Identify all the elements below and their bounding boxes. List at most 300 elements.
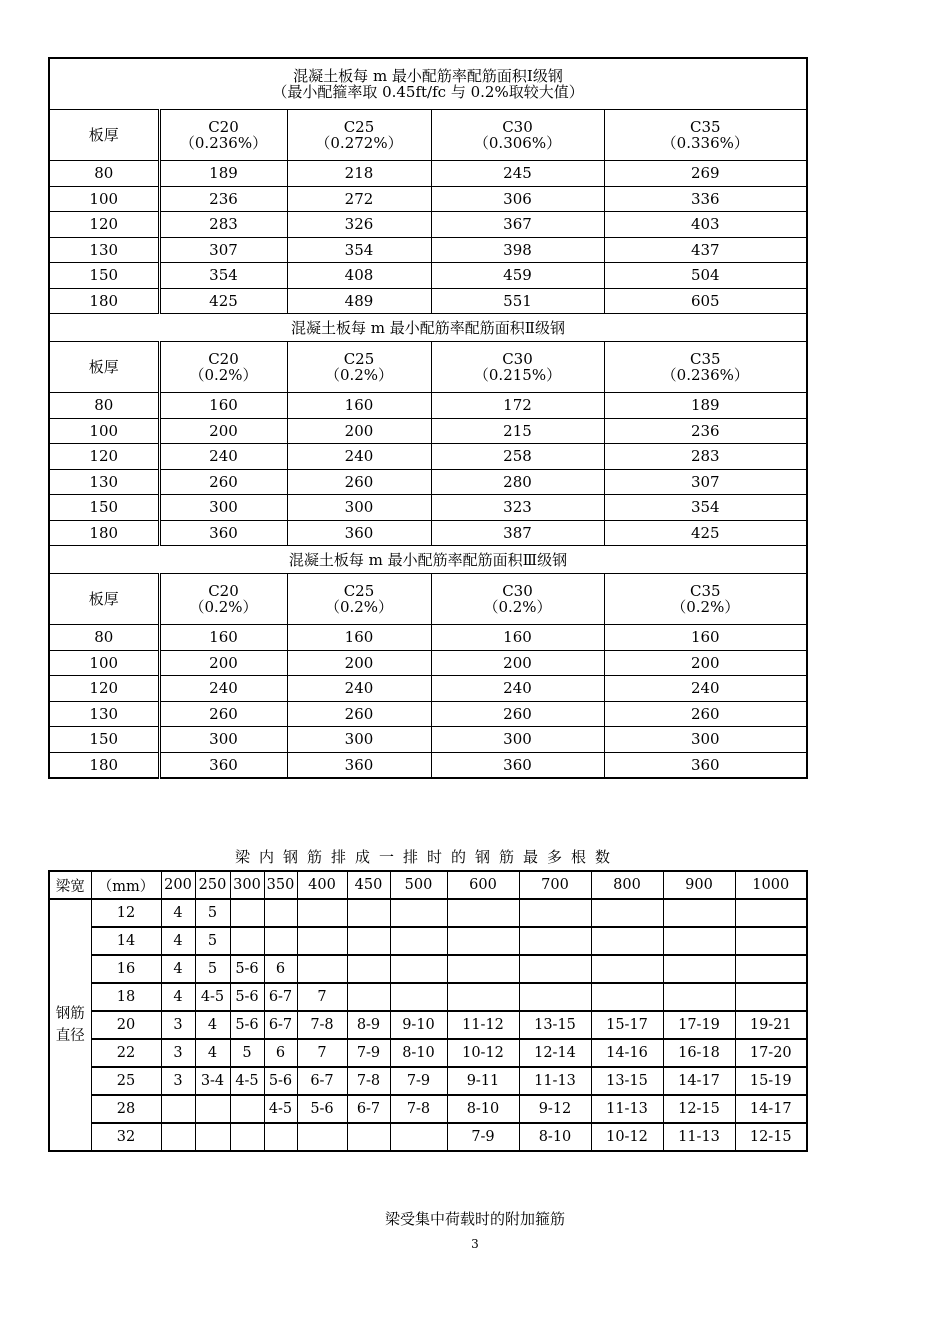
grade-label: C30 [502, 118, 533, 136]
table1-title-line2: （最小配箍率取 0.45ft/fc 与 0.2%取较大值） [272, 83, 584, 101]
table-row [49, 393, 807, 419]
count-cell: 5-6 [297, 1095, 347, 1123]
count-cell: 9-11 [447, 1067, 519, 1095]
area-cell: 437 [604, 237, 807, 263]
count-cell: 7-9 [347, 1039, 390, 1067]
area-cell: 240 [287, 676, 431, 702]
count-cell: 17-20 [735, 1039, 807, 1067]
section-title: 混凝土板每 m 最小配筋率配筋面积Ⅲ级钢 [49, 546, 807, 574]
count-cell: 11-13 [663, 1123, 735, 1151]
count-cell: 11-13 [519, 1067, 591, 1095]
count-cell [390, 899, 447, 927]
table1-title [49, 58, 807, 110]
count-cell: 14-16 [591, 1039, 663, 1067]
count-cell: 8-10 [390, 1039, 447, 1067]
area-cell: 504 [604, 263, 807, 289]
header-cell: 900 [663, 871, 735, 899]
grade-header-cell [287, 110, 431, 161]
area-cell: 283 [604, 444, 807, 470]
header-cell: 400 [297, 871, 347, 899]
area-cell: 189 [604, 393, 807, 419]
table-row [49, 444, 807, 470]
grade-label: C25 [343, 350, 375, 368]
area-cell: 260 [159, 469, 287, 495]
count-cell: 8-10 [519, 1123, 591, 1151]
area-cell: 551 [431, 288, 604, 314]
table-row [49, 212, 807, 238]
count-cell: 5-6 [264, 1067, 297, 1095]
grade-label: C35 [689, 118, 721, 136]
count-cell: 3 [161, 1039, 195, 1067]
count-cell [519, 899, 591, 927]
count-cell [297, 1123, 347, 1151]
area-cell: 283 [159, 212, 287, 238]
area-cell: 200 [604, 650, 807, 676]
table-row [49, 1011, 807, 1039]
count-cell [735, 955, 807, 983]
thickness-header: 板厚 [49, 574, 159, 625]
count-cell [390, 983, 447, 1011]
count-cell [390, 955, 447, 983]
grade-label: C25 [343, 118, 375, 136]
count-cell: 4 [161, 927, 195, 955]
count-cell: 5-6 [230, 1011, 264, 1039]
count-cell: 5-6 [230, 983, 264, 1011]
count-cell: 5-6 [230, 955, 264, 983]
count-cell: 6-7 [297, 1067, 347, 1095]
header-cell: （mm） [91, 871, 161, 899]
thickness-cell: 150 [49, 495, 159, 521]
count-cell [591, 983, 663, 1011]
area-cell: 326 [287, 212, 431, 238]
area-cell: 307 [604, 469, 807, 495]
count-cell [735, 983, 807, 1011]
count-cell: 7-9 [390, 1067, 447, 1095]
area-cell: 200 [287, 650, 431, 676]
area-cell: 260 [431, 701, 604, 727]
count-cell: 9-12 [519, 1095, 591, 1123]
count-cell: 15-19 [735, 1067, 807, 1095]
thickness-cell: 150 [49, 727, 159, 753]
grade-header-cell [604, 110, 807, 161]
area-cell: 360 [159, 520, 287, 546]
side-label-line1: 钢筋 [55, 1006, 85, 1022]
ratio-label: （0.2%） [671, 598, 740, 616]
area-cell: 360 [431, 752, 604, 778]
grade-label: C35 [689, 350, 721, 368]
count-cell [161, 1095, 195, 1123]
bar-count-table-caption: 梁内钢筋排成一排时的钢筋最多根数 [234, 848, 619, 866]
ratio-label: （0.336%） [661, 134, 749, 152]
thickness-cell: 130 [49, 237, 159, 263]
area-cell: 360 [287, 520, 431, 546]
header-cell: 250 [195, 871, 230, 899]
grade-label: C30 [502, 582, 533, 600]
count-cell: 3 [161, 1067, 195, 1095]
thickness-cell: 100 [49, 650, 159, 676]
table-row [49, 288, 807, 314]
area-cell: 189 [159, 161, 287, 187]
area-cell: 300 [604, 727, 807, 753]
area-cell: 160 [159, 393, 287, 419]
count-cell: 9-10 [390, 1011, 447, 1039]
count-cell [663, 927, 735, 955]
count-cell: 4 [195, 1011, 230, 1039]
count-cell: 19-21 [735, 1011, 807, 1039]
ratio-label: （0.236%） [179, 134, 268, 152]
count-cell: 6 [264, 1039, 297, 1067]
table1-title-row [49, 58, 807, 110]
count-cell [297, 899, 347, 927]
table-row [49, 1067, 807, 1095]
count-cell: 7-8 [390, 1095, 447, 1123]
count-cell: 5 [195, 899, 230, 927]
count-cell: 4 [195, 1039, 230, 1067]
area-cell: 336 [604, 186, 807, 212]
thickness-cell: 180 [49, 752, 159, 778]
count-cell [347, 1123, 390, 1151]
thickness-cell: 180 [49, 288, 159, 314]
table-row [49, 983, 807, 1011]
thickness-cell: 80 [49, 393, 159, 419]
count-cell: 7-9 [447, 1123, 519, 1151]
ratio-label: （0.306%） [473, 134, 562, 152]
count-cell [447, 927, 519, 955]
area-cell: 300 [159, 495, 287, 521]
count-cell: 14-17 [663, 1067, 735, 1095]
area-cell: 260 [159, 701, 287, 727]
count-cell: 4-5 [230, 1067, 264, 1095]
count-cell [230, 927, 264, 955]
thickness-cell: 120 [49, 444, 159, 470]
area-cell: 272 [287, 186, 431, 212]
header-cell: 梁宽 [49, 871, 91, 899]
area-cell: 160 [159, 625, 287, 651]
count-cell: 5 [230, 1039, 264, 1067]
reinforcement-area-table [48, 57, 808, 779]
stirrup-section-caption: 梁受集中荷载时的附加箍筋 [384, 1210, 565, 1228]
area-cell: 200 [159, 418, 287, 444]
table-row [49, 520, 807, 546]
area-cell: 403 [604, 212, 807, 238]
diameter-cell: 22 [91, 1039, 161, 1067]
count-cell [390, 1123, 447, 1151]
count-cell: 3 [161, 1011, 195, 1039]
table-row [49, 676, 807, 702]
count-cell: 7-8 [297, 1011, 347, 1039]
count-cell: 17-19 [663, 1011, 735, 1039]
area-cell: 236 [604, 418, 807, 444]
count-cell [591, 955, 663, 983]
count-cell [519, 927, 591, 955]
count-cell: 7 [297, 1039, 347, 1067]
diameter-cell: 28 [91, 1095, 161, 1123]
area-cell: 260 [287, 701, 431, 727]
area-cell: 360 [159, 752, 287, 778]
grade-label: C30 [502, 350, 533, 368]
table-row [49, 186, 807, 212]
count-cell [195, 1095, 230, 1123]
grade-header-row [49, 110, 807, 161]
header-cell: 1000 [735, 871, 807, 899]
diameter-cell: 16 [91, 955, 161, 983]
count-cell: 13-15 [591, 1067, 663, 1095]
area-cell: 160 [604, 625, 807, 651]
count-cell: 11-13 [591, 1095, 663, 1123]
count-cell: 6 [264, 955, 297, 983]
grade-header-cell [159, 574, 287, 625]
area-cell: 489 [287, 288, 431, 314]
count-cell: 12-15 [663, 1095, 735, 1123]
area-cell: 215 [431, 418, 604, 444]
count-cell [230, 1123, 264, 1151]
diameter-cell: 14 [91, 927, 161, 955]
count-cell [663, 955, 735, 983]
area-cell: 425 [159, 288, 287, 314]
count-cell [347, 899, 390, 927]
area-cell: 280 [431, 469, 604, 495]
grade-label: C20 [208, 118, 239, 136]
area-cell: 398 [431, 237, 604, 263]
ratio-label: （0.236%） [661, 366, 749, 384]
diameter-cell: 32 [91, 1123, 161, 1151]
thickness-cell: 100 [49, 418, 159, 444]
count-cell [347, 927, 390, 955]
count-cell: 7-8 [347, 1067, 390, 1095]
count-cell: 4-5 [264, 1095, 297, 1123]
header-cell: 700 [519, 871, 591, 899]
count-cell: 12-14 [519, 1039, 591, 1067]
header-cell: 300 [230, 871, 264, 899]
table-row [49, 263, 807, 289]
thickness-cell: 130 [49, 469, 159, 495]
count-cell [735, 927, 807, 955]
count-cell [390, 927, 447, 955]
diameter-cell: 20 [91, 1011, 161, 1039]
count-cell [297, 927, 347, 955]
header-cell: 200 [161, 871, 195, 899]
thickness-header: 板厚 [49, 110, 159, 161]
count-cell [447, 899, 519, 927]
count-cell [591, 927, 663, 955]
grade-label: C25 [343, 582, 375, 600]
table-row [49, 1095, 807, 1123]
area-cell: 425 [604, 520, 807, 546]
table-row [49, 1039, 807, 1067]
count-cell [161, 1123, 195, 1151]
grade-header-cell [159, 110, 287, 161]
area-cell: 300 [287, 495, 431, 521]
count-cell: 4 [161, 899, 195, 927]
bar-count-header-row [49, 871, 807, 899]
table-row [49, 727, 807, 753]
thickness-cell: 100 [49, 186, 159, 212]
count-cell: 16-18 [663, 1039, 735, 1067]
table-row [49, 899, 807, 927]
grade-header-cell [159, 342, 287, 393]
grade-header-cell [287, 574, 431, 625]
grade-header-cell [287, 342, 431, 393]
area-cell: 360 [604, 752, 807, 778]
area-cell: 160 [287, 625, 431, 651]
thickness-header: 板厚 [49, 342, 159, 393]
side-label-line2: 直径 [55, 1028, 85, 1044]
count-cell: 12-15 [735, 1123, 807, 1151]
table-row [49, 927, 807, 955]
area-cell: 240 [431, 676, 604, 702]
area-cell: 240 [604, 676, 807, 702]
count-cell [230, 1095, 264, 1123]
area-cell: 200 [431, 650, 604, 676]
table-row [49, 752, 807, 778]
count-cell: 4-5 [195, 983, 230, 1011]
count-cell [519, 983, 591, 1011]
grade-header-row [49, 342, 807, 393]
count-cell [447, 955, 519, 983]
ratio-label: （0.2%） [189, 598, 258, 616]
grade-header-cell [604, 342, 807, 393]
count-cell: 5 [195, 955, 230, 983]
table-row [49, 237, 807, 263]
area-cell: 354 [159, 263, 287, 289]
area-cell: 354 [287, 237, 431, 263]
grade-header-cell [431, 574, 604, 625]
bar-diameter-label [49, 899, 91, 1151]
area-cell: 269 [604, 161, 807, 187]
header-cell: 600 [447, 871, 519, 899]
header-cell: 500 [390, 871, 447, 899]
area-cell: 300 [287, 727, 431, 753]
section-title-row [49, 546, 807, 574]
count-cell [447, 983, 519, 1011]
count-cell [591, 899, 663, 927]
area-cell: 200 [287, 418, 431, 444]
diameter-cell: 25 [91, 1067, 161, 1095]
count-cell: 7 [297, 983, 347, 1011]
table-row [49, 1123, 807, 1151]
area-cell: 605 [604, 288, 807, 314]
section-title: 混凝土板每 m 最小配筋率配筋面积Ⅱ级钢 [49, 314, 807, 342]
count-cell [519, 955, 591, 983]
count-cell [230, 899, 264, 927]
count-cell [195, 1123, 230, 1151]
diameter-cell: 12 [91, 899, 161, 927]
grade-header-cell [431, 342, 604, 393]
area-cell: 240 [159, 444, 287, 470]
grade-header-cell [431, 110, 604, 161]
area-cell: 240 [159, 676, 287, 702]
area-cell: 160 [287, 393, 431, 419]
area-cell: 200 [159, 650, 287, 676]
area-cell: 260 [287, 469, 431, 495]
section-title-row [49, 314, 807, 342]
area-cell: 367 [431, 212, 604, 238]
ratio-label: （0.2%） [189, 366, 258, 384]
count-cell: 11-12 [447, 1011, 519, 1039]
area-cell: 260 [604, 701, 807, 727]
count-cell [347, 955, 390, 983]
table-row [49, 955, 807, 983]
area-cell: 323 [431, 495, 604, 521]
count-cell: 13-15 [519, 1011, 591, 1039]
area-cell: 172 [431, 393, 604, 419]
table1-title-line1: 混凝土板每 m 最小配筋率配筋面积Ⅰ级钢 [293, 67, 563, 85]
grade-label: C35 [689, 582, 721, 600]
count-cell [264, 1123, 297, 1151]
count-cell [663, 899, 735, 927]
count-cell [347, 983, 390, 1011]
count-cell [663, 983, 735, 1011]
area-cell: 160 [431, 625, 604, 651]
count-cell: 3-4 [195, 1067, 230, 1095]
ratio-label: （0.2%） [324, 598, 394, 616]
count-cell [264, 927, 297, 955]
thickness-cell: 130 [49, 701, 159, 727]
area-cell: 306 [431, 186, 604, 212]
ratio-label: （0.2%） [483, 598, 552, 616]
area-cell: 300 [159, 727, 287, 753]
area-cell: 218 [287, 161, 431, 187]
count-cell: 6-7 [264, 1011, 297, 1039]
count-cell: 6-7 [264, 983, 297, 1011]
diameter-cell: 18 [91, 983, 161, 1011]
thickness-cell: 120 [49, 676, 159, 702]
grade-label: C20 [208, 582, 239, 600]
thickness-cell: 120 [49, 212, 159, 238]
thickness-cell: 80 [49, 161, 159, 187]
thickness-cell: 150 [49, 263, 159, 289]
grade-label: C20 [208, 350, 239, 368]
grade-header-row [49, 574, 807, 625]
header-cell: 450 [347, 871, 390, 899]
count-cell [264, 899, 297, 927]
header-cell: 350 [264, 871, 297, 899]
table-row [49, 161, 807, 187]
area-cell: 300 [431, 727, 604, 753]
area-cell: 354 [604, 495, 807, 521]
table-row [49, 625, 807, 651]
count-cell: 4 [161, 955, 195, 983]
thickness-cell: 80 [49, 625, 159, 651]
table-row [49, 418, 807, 444]
count-cell: 10-12 [447, 1039, 519, 1067]
count-cell: 15-17 [591, 1011, 663, 1039]
area-cell: 240 [287, 444, 431, 470]
area-cell: 245 [431, 161, 604, 187]
table-row [49, 701, 807, 727]
ratio-label: （0.2%） [324, 366, 394, 384]
area-cell: 408 [287, 263, 431, 289]
area-cell: 236 [159, 186, 287, 212]
count-cell: 6-7 [347, 1095, 390, 1123]
count-cell [297, 955, 347, 983]
page-number: 3 [471, 1237, 479, 1251]
count-cell: 4 [161, 983, 195, 1011]
table-row [49, 469, 807, 495]
area-cell: 459 [431, 263, 604, 289]
count-cell: 10-12 [591, 1123, 663, 1151]
area-cell: 360 [287, 752, 431, 778]
bar-count-table [48, 870, 808, 1152]
thickness-cell: 180 [49, 520, 159, 546]
count-cell: 8-10 [447, 1095, 519, 1123]
area-cell: 258 [431, 444, 604, 470]
count-cell: 8-9 [347, 1011, 390, 1039]
count-cell: 5 [195, 927, 230, 955]
table-row [49, 495, 807, 521]
ratio-label: （0.272%） [315, 134, 403, 152]
area-cell: 307 [159, 237, 287, 263]
